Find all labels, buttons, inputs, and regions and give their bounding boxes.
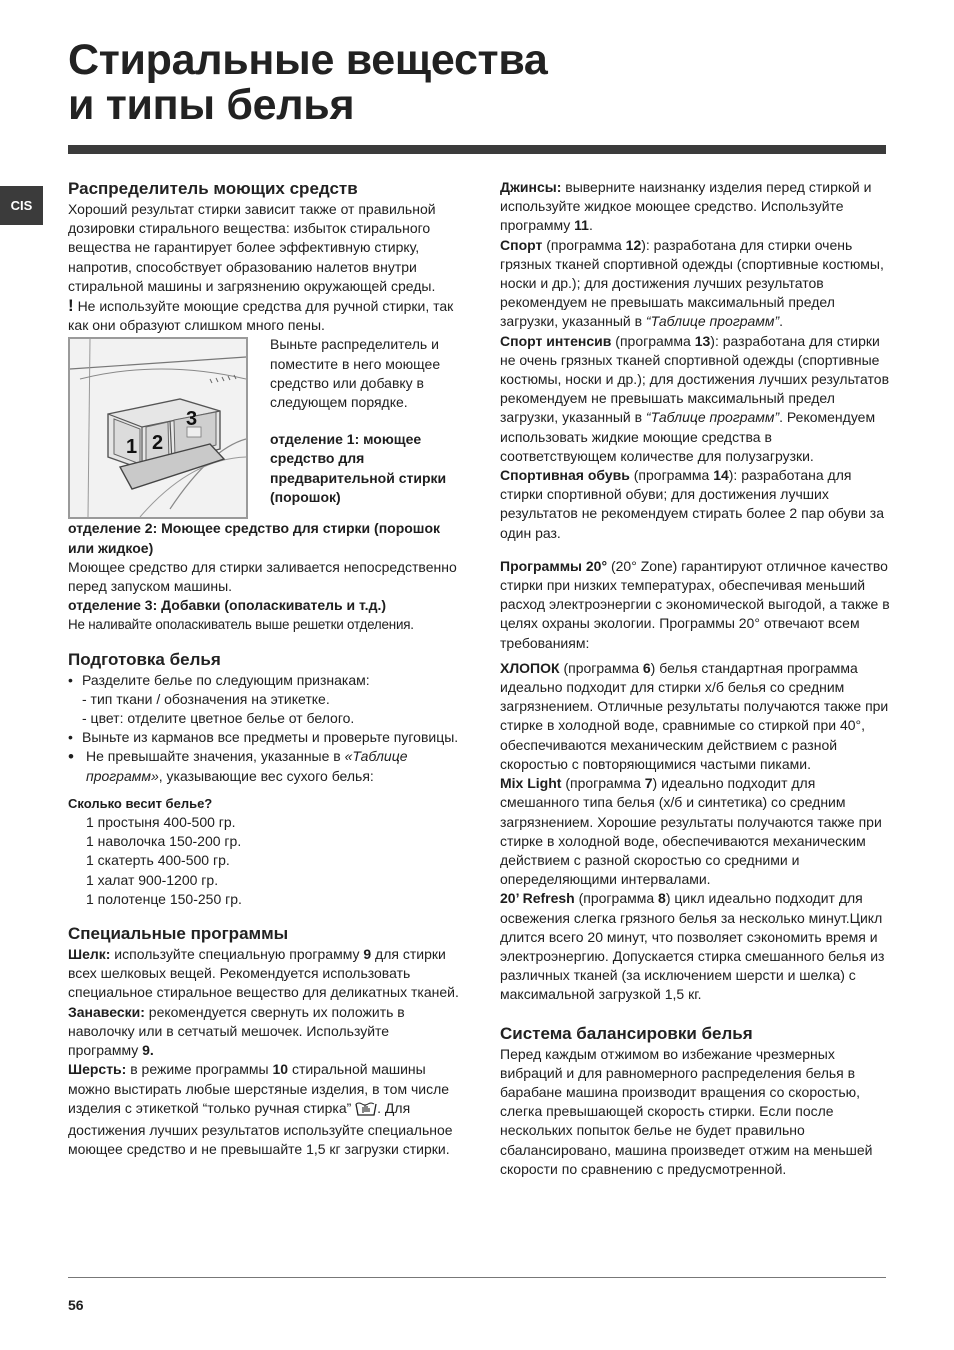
cotton-paragraph [500, 659, 890, 774]
sport-paragraph [500, 236, 890, 332]
refresh-label: 20’ Refresh [500, 890, 575, 907]
dispenser-warning [68, 296, 460, 335]
wool-program-number: 10 [272, 1061, 289, 1078]
dispenser-figure-row [68, 335, 460, 519]
sport-intensive-label: Спорт интенсив [500, 332, 612, 349]
bullet-icon: • [68, 671, 73, 688]
right-column [500, 178, 890, 1179]
page-title [68, 38, 888, 128]
list-subitem: - цвет: отделите цветное белье от белого. [82, 710, 355, 727]
warning-icon: ! [68, 296, 74, 316]
compartment-2 [68, 519, 460, 557]
sport-shoes-label: Спортивная обувь [500, 467, 630, 484]
dispenser-figure-text [270, 335, 460, 519]
cotton-text: ) белья стандартная программа идеально подходит для стирки х/б белья со средним загрязнением. Отличные результаты получаются также при стирке в холодной воде, сравнимые со стиркой при 40°, обеспечиваются механическим действием с разной скоростью с повторяющимися частыми пиками. [500, 659, 889, 772]
list-item-text: Разделите белье по следующим признакам: [82, 671, 370, 688]
jeans-text: . [588, 217, 593, 234]
compartment-3-text: Не наливайте ополаскиватель выше решетки отделения. [68, 617, 414, 633]
balance-heading: Система балансировки белья [500, 1023, 753, 1043]
silk-text: для стирки всех шелковых вещей. Рекомендуется использовать специальное стиральное вещество для деликатных тканей. [68, 946, 459, 1001]
sport-text: ): разработана для стирки очень грязных тканей спортивной одежды (спортивные костюмы, носки и др.); для достижения лучших результатов рекомендуем не превышать максимальный предел загрузки, указанный в [500, 236, 884, 330]
bullet-icon: • [68, 747, 74, 767]
list-item [68, 747, 460, 785]
bullet-icon: • [68, 729, 73, 746]
title-rule [68, 145, 886, 154]
list-item [68, 728, 460, 747]
weight-list [68, 813, 460, 909]
dispenser-pull-out: Выньте распределитель и поместите в него моющее средство или добавку в следующем порядке. [270, 336, 441, 411]
compartment-2-text: Моющее средство для стирки заливается непосредственно перед запуском машины. [68, 558, 457, 595]
sport-intensive-paragraph [500, 332, 890, 466]
sport-shoes-paragraph [500, 466, 890, 543]
program-table-ref: «Таблице программ» [86, 748, 408, 784]
programs-20-paragraph [500, 557, 890, 653]
list-subitem: - тип ткани / обозначения на этикетке. [82, 690, 330, 707]
language-tab: CIS [0, 186, 43, 225]
mix-light-label: Mix Light [500, 775, 562, 792]
jeans-label: Джинсы: [500, 179, 562, 195]
dispenser-number-1: 1 [126, 436, 138, 459]
sport-text: (программа [542, 236, 626, 253]
curtains-label: Занавески: [68, 1003, 145, 1020]
jeans-paragraph [500, 178, 890, 236]
footer-rule [68, 1277, 886, 1278]
wool-label: Шерсть: [68, 1061, 127, 1078]
title-line-1: Стиральные вещества [68, 36, 548, 84]
curtains-paragraph [68, 1003, 460, 1061]
weight-item: 1 халат 900-1200 гр. [86, 871, 219, 888]
preparation-list [68, 671, 460, 786]
left-column [68, 178, 460, 1159]
silk-paragraph [68, 945, 460, 1003]
sport-shoes-text: ): разработана для стирки спортивной обуви; для достижения лучших результатов не рекомендуем стирать более 2 пар обуви за один раз. [500, 467, 884, 541]
programs-20-text: (20° Zone) гарантируют отличное качество стирки при низких температурах, обеспечивая меньший расход электроэнергии с экономической выгодой, а также в целях охраны экологии. Программы 20° отвечают всем требованиям: [500, 557, 890, 651]
mix-light-program-number: 7 [644, 775, 653, 792]
compartment-1-label: отделение 1: моющее средство для предварительной стирки (порошок) [270, 431, 447, 505]
sport-label: Спорт [500, 236, 543, 253]
refresh-program-number: 8 [658, 890, 666, 907]
warning-text: Не используйте моющие средства для ручной стирки, так как они образуют слишком много пены. [68, 298, 454, 334]
dispenser-illustration [68, 337, 248, 519]
refresh-text: ) цикл идеально подходит для освежения слегка грязного белья за несколько минут.Цикл длится всего 20 минут, что позволяет сэкономить время и электроэнергию. Допускается стирка смешанного белья из различных тканей (за исключением шерсти и шелка) с максимальной загрузкой 1,5 кг. [500, 890, 885, 1003]
curtains-program-number: 9. [142, 1042, 154, 1059]
page-number: 56 [68, 1297, 84, 1313]
sport-program-number: 12 [625, 236, 642, 253]
weight-heading: Сколько весит белье? [68, 795, 213, 811]
compartment-2-label: отделение 2: Моющее средство для стирки (порошок или жидкое) [68, 520, 441, 556]
cotton-program-number: 6 [642, 659, 651, 676]
list-item [68, 671, 460, 729]
preparation-heading: Подготовка белья [68, 649, 221, 669]
list-item-text: , указывающие вес сухого белья: [158, 767, 374, 784]
weight-item: 1 полотенце 150-250 гр. [86, 890, 242, 907]
silk-program-number: 9 [363, 946, 372, 963]
list-item-text: Выньте из карманов все предметы и проверьте пуговицы. [82, 729, 459, 746]
mix-light-text: ) идеально подходит для смешанного типа белья (х/б и синтетика) со средним загрязнением. Хорошие результаты получаются также при стирке в холодной воде, обеспечиваются механическим действием с разной скоростью со средними и опеределяющими интервалами. [500, 775, 882, 888]
silk-label: Шелк: [68, 946, 111, 963]
sport-intensive-text: . Рекомендуем использовать жидкие моющие средства в соответствующем количестве для полузагрузки. [500, 409, 876, 464]
sport-intensive-program-number: 13 [694, 332, 711, 349]
dispenser-number-3: 3 [186, 408, 198, 431]
sport-intensive-text: (программа [611, 332, 695, 349]
wool-text: в режиме программы [126, 1061, 273, 1078]
mix-light-paragraph [500, 774, 890, 889]
cotton-label: ХЛОПОК [500, 659, 560, 676]
wool-text: стиральной машины можно выстирать любые шерстяные изделия, в том числе изделия с этикеткой “только ручная стирка” [68, 1061, 450, 1116]
special-heading: Специальные программы [68, 924, 289, 944]
cotton-text: (программа [559, 659, 643, 676]
programs-20-label: Программы 20° [500, 557, 608, 574]
jeans-text: выверните наизнанку изделия перед стиркой и используйте жидкое моющее средство. Используйте программу [500, 179, 872, 234]
program-table-ref: “Таблице программ” [645, 409, 780, 426]
sport-shoes-text: (программа [629, 467, 714, 484]
list-item-text: Не превышайте значения, указанные в [86, 748, 345, 765]
title-line-2: и типы белья [68, 81, 355, 129]
balance-text: Перед каждым отжимом во избежание чрезмерных вибраций и для равномерного распределения белья в барабане машина производит вращения со скоростью, слегка превышающей скорость стирки. Если после нескольких попыток белье не будет правильно сбалансировано, машина произведет отжим на меньшей скорости по сравнению с предусмотренной. [500, 1045, 873, 1177]
curtains-text: рекомендуется свернуть их положить в наволочку или в сетчатый мешочек. Используйте программу [68, 1003, 405, 1059]
wool-paragraph [68, 1060, 460, 1159]
compartment-3 [68, 596, 460, 615]
program-table-ref: “Таблице программ” [645, 313, 780, 330]
sport-intensive-text: ): разработана для стирки не очень грязных тканей спортивной одежды (спортивные костюмы, носки и др.); для достижения лучших результатов рекомендуем не превышать максимальный предел загрузки, указанный в [500, 332, 890, 426]
compartment-1 [270, 430, 460, 507]
sport-text: . [779, 313, 784, 330]
refresh-paragraph [500, 889, 890, 1004]
wool-text: . Для достижения лучших результатов используйте специальное моющее средство и не превышайте 1,5 кг загрузки стирки. [68, 1099, 453, 1158]
hand-wash-icon [355, 1100, 377, 1121]
compartment-3-label: отделение 3: Добавки (ополаскиватель и т.д.) [68, 597, 387, 614]
weight-item: 1 простыня 400-500 гр. [86, 814, 236, 831]
dispenser-intro: Хороший результат стирки зависит также от правильной дозировки стирального вещества: избыток стирального вещества не гарантирует более эффективную стирку, напротив, способствует образованию налетов внутри стиральной машины и загрязнению окружающей среды. [68, 201, 436, 294]
sport-shoes-program-number: 14 [713, 467, 729, 484]
weight-item: 1 наволочка 150-200 гр. [86, 833, 242, 850]
dispenser-number-2: 2 [152, 432, 164, 455]
weight-item: 1 скатерть 400-500 гр. [86, 852, 230, 869]
silk-text: используйте специальную программу [110, 946, 364, 963]
jeans-program-number: 11 [574, 217, 589, 234]
refresh-text: (программа [574, 890, 659, 907]
mix-light-text: (программа [561, 775, 645, 792]
dispenser-heading: Распределитель моющих средств [68, 179, 358, 198]
